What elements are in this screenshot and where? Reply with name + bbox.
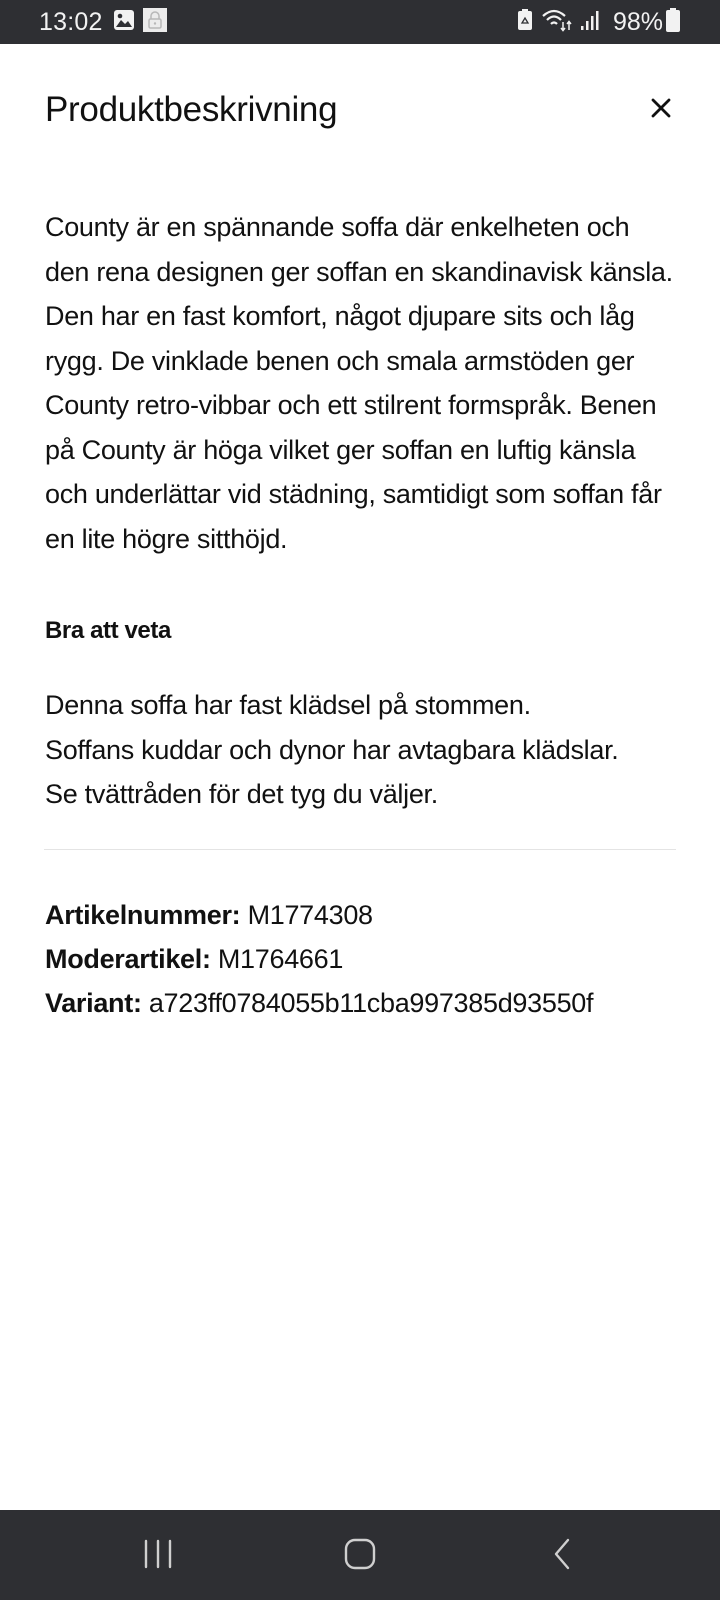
meta-value: M1774308 (247, 899, 373, 930)
article-number-row (45, 893, 675, 937)
back-icon (552, 1538, 572, 1575)
good-to-know-line: Denna soffa har fast klädsel på stommen. (45, 690, 531, 720)
status-time: 13:02 (39, 7, 103, 36)
divider (44, 849, 676, 850)
wifi-icon (541, 8, 573, 37)
meta-value: a723ff0784055b11cba997385d93550f (148, 987, 594, 1018)
battery-icon (666, 8, 680, 37)
recents-button[interactable] (128, 1532, 188, 1580)
good-to-know-line: Soffans kuddar och dynor har avtagbara klädslar. (45, 734, 619, 765)
status-bar-right (517, 8, 680, 37)
sheet-content (45, 205, 675, 1025)
meta-value: M1764661 (217, 943, 344, 974)
recents-icon (143, 1539, 173, 1574)
meta-label: Artikelnummer: (45, 899, 241, 930)
battery-percent: 98% (612, 7, 663, 36)
signal-icon (581, 10, 599, 35)
good-to-know-line: Se tvättråden för det tyg du väljer. (45, 779, 438, 809)
back-button[interactable] (532, 1532, 592, 1580)
meta-label: Variant: (45, 987, 142, 1018)
good-to-know-heading: Bra att veta (45, 617, 171, 644)
home-button[interactable] (330, 1532, 390, 1580)
good-to-know-list (45, 683, 675, 817)
close-button[interactable] (641, 90, 681, 130)
system-nav-bar (0, 1510, 720, 1600)
page-title: Produktbeskrivning (45, 90, 338, 129)
product-description-text: County är en spännande soffa där enkelheten och den rena designen ger soffan en skandinavisk känsla. Den har en fast komfort, något djupare sits och låg rygg. De vinklade benen och smala armstöden ger County retro-vibbar och ett stilrent formspråk. Benen på County är höga vilket ger soffan en luftig känsla och underlättar vid städning, samtidigt som soffan får en lite högre sitthöjd. (45, 212, 673, 554)
parent-article-row (45, 937, 675, 981)
variant-row (45, 981, 675, 1025)
lock-screenshot-icon (143, 8, 167, 37)
close-icon (650, 97, 672, 124)
sheet-header (45, 88, 675, 132)
status-bar (0, 0, 720, 44)
meta-label: Moderartikel: (45, 943, 211, 974)
article-meta (45, 893, 675, 1025)
gallery-icon (113, 9, 135, 36)
status-bar-left (39, 8, 175, 37)
battery-saver-icon (517, 9, 533, 36)
home-icon (344, 1538, 376, 1575)
